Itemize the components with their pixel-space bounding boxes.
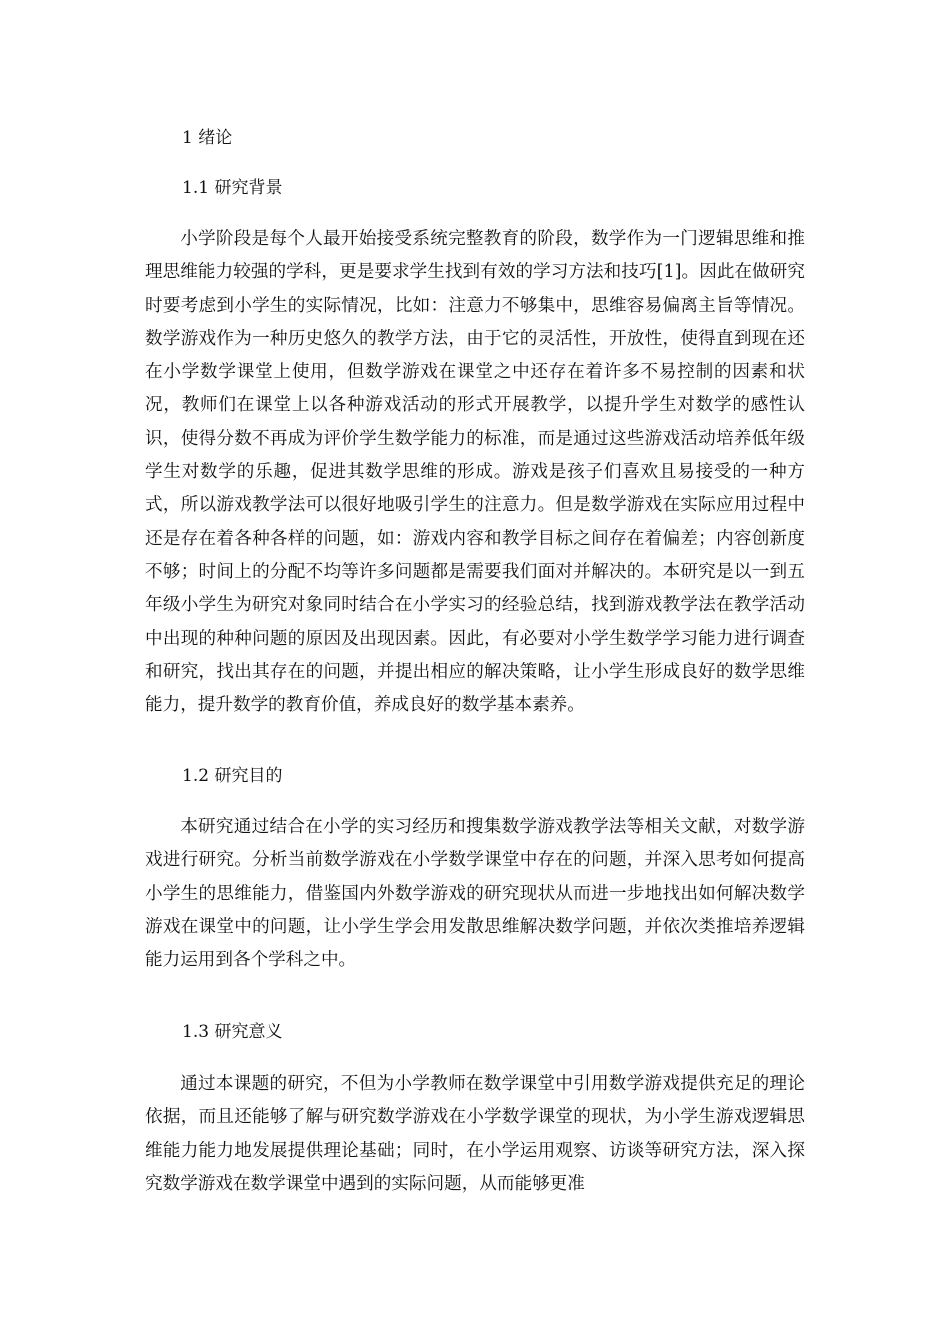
paragraph-purpose: 本研究通过结合在小学的实习经历和搜集数学游戏教学法等相关文献，对数学游戏进行研究。分析当前数学游戏在小学数学课堂中存在的问题，并深入思考如何提高小学生的思维能力，借鉴国内外数学游戏的研究现状从而进一步地找出如何解决数学游戏在课堂中的问题，让小学生学会用发散思维解决数学问题，并依次类推培养逻辑能力运用到各个学科之中。 <box>145 817 805 971</box>
section-heading-significance: 1.3 研究意义 <box>182 1022 283 1042</box>
chapter-heading: 1 绪论 <box>182 128 233 148</box>
section-heading-background: 1.1 研究背景 <box>182 178 283 198</box>
paragraph-significance: 通过本课题的研究，不但为小学教师在数学课堂中引用数学游戏提供充足的理论依据，而且还能够了解与研究数学游戏在小学数学课堂的现状，为小学生游戏逻辑思维能力能力地发展提供理论基础；同时，在小学运用观察、访谈等研究方法，深入探究数学游戏在数学课堂中遇到的实际问题，从而能够更准 <box>145 1074 805 1194</box>
paragraph-background: 小学阶段是每个人最开始接受系统完整教育的阶段，数学作为一门逻辑思维和推理思维能力较强的学科，更是要求学生找到有效的学习方法和技巧[1]。因此在做研究时要考虑到小学生的实际情况，比如：注意力不够集中，思维容易偏离主旨等情况。数学游戏作为一种历史悠久的教学方法，由于它的灵活性，开放性，使得直到现在还在小学数学课堂上使用，但数学游戏在课堂之中还存在着许多不易控制的因素和状况，教师们在课堂上以各种游戏活动的形式开展教学，以提升学生对数学的感性认识，使得分数不再成为评价学生数学能力的标准，而是通过这些游戏活动培养低年级学生对数学的乐趣，促进其数学思维的形成。游戏是孩子们喜欢且易接受的一种方式，所以游戏教学法可以很好地吸引学生的注意力。但是数学游戏在实际应用过程中还是存在着各种各样的问题，如：游戏内容和教学目标之间存在着偏差；内容创新度不够；时间上的分配不均等许多问题都是需要我们面对并解决的。本研究是以一到五年级小学生为研究对象同时结合在小学实习的经验总结，找到游戏教学法在教学活动中出现的种种问题的原因及出现因素。因此，有必要对小学生数学学习能力进行调查和研究，找出其存在的问题，并提出相应的解决策略，让小学生形成良好的数学思维能力，提升数学的教育价值，养成良好的数学基本素养。 <box>145 229 805 716</box>
section-heading-purpose: 1.2 研究目的 <box>182 766 283 786</box>
